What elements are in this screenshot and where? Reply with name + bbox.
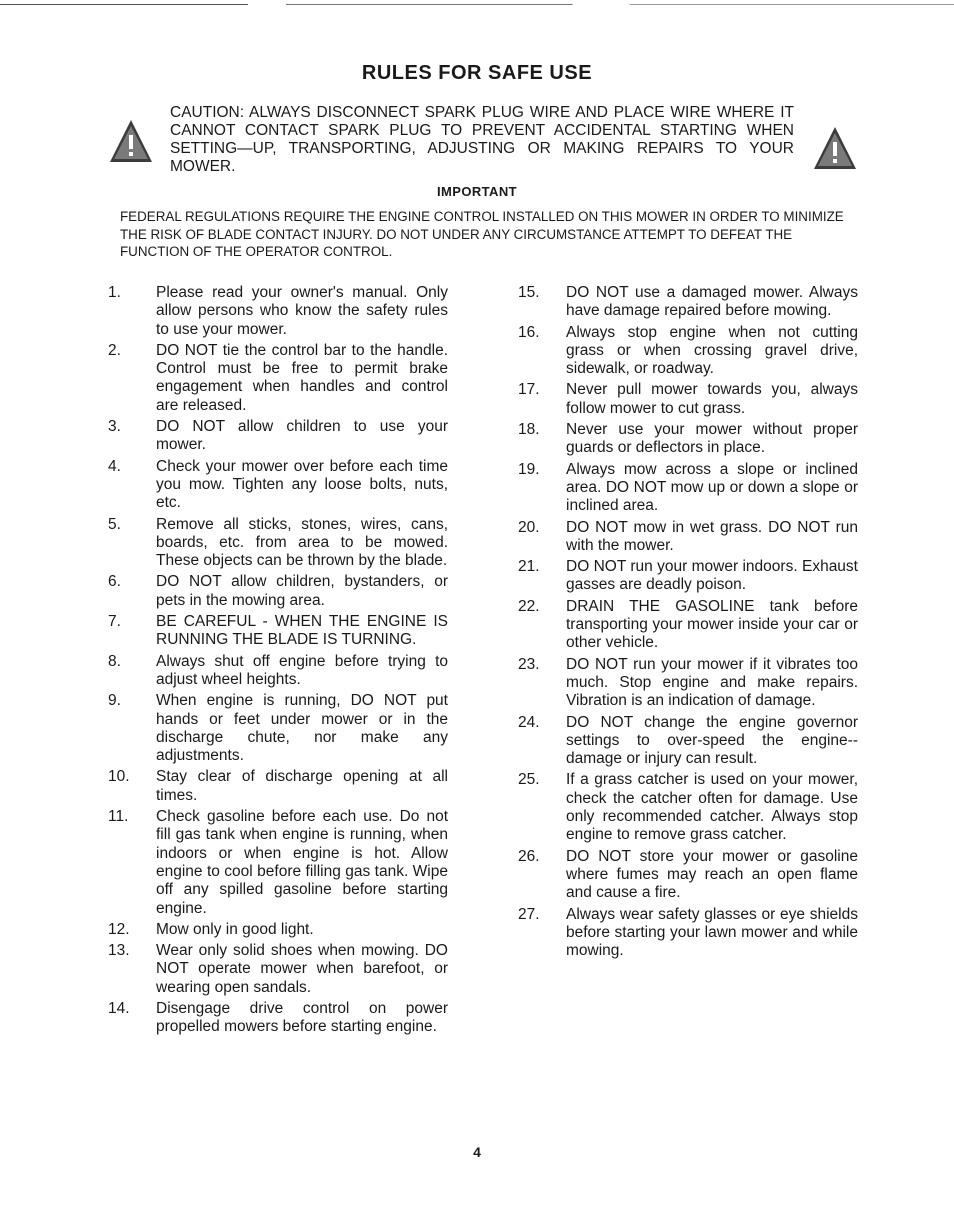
rule-number: 9. xyxy=(108,692,121,710)
safety-rule xyxy=(518,284,858,321)
rule-text: Always stop engine when not cutting grass or when crossing gravel drive, sidewalk, or roadway. xyxy=(566,323,858,378)
safety-rule xyxy=(108,284,448,339)
rule-text: DRAIN THE GASOLINE tank before transporting your mower inside your car or other vehicle. xyxy=(566,597,858,652)
safety-rule xyxy=(518,906,858,961)
safety-rule xyxy=(108,418,448,455)
safety-rule xyxy=(108,573,448,610)
rule-text: DO NOT change the engine governor settings to over-speed the engine--damage or injury can result. xyxy=(566,713,858,768)
safety-rule xyxy=(518,324,858,379)
safety-rule xyxy=(108,1000,448,1037)
rule-text: BE CAREFUL - WHEN THE ENGINE IS RUNNING THE BLADE IS TURNING. xyxy=(156,613,448,649)
top-border-line xyxy=(0,4,954,5)
rule-number: 14. xyxy=(108,999,130,1017)
rule-number: 5. xyxy=(108,515,121,533)
safety-rule xyxy=(518,598,858,653)
rule-number: 18. xyxy=(518,421,540,439)
safety-rule xyxy=(108,516,448,571)
rule-text: DO NOT use a damaged mower. Always have damage repaired before mowing. xyxy=(566,284,858,320)
page-number: 4 xyxy=(473,1144,481,1160)
safety-rule xyxy=(518,558,858,595)
safety-rule xyxy=(108,942,448,997)
rule-number: 27. xyxy=(518,905,540,923)
rule-number: 19. xyxy=(518,460,540,478)
rule-number: 25. xyxy=(518,771,540,789)
safety-rule xyxy=(518,381,858,418)
caution-text: CAUTION: ALWAYS DISCONNECT SPARK PLUG WIRE AND PLACE WIRE WHERE IT CANNOT CONTACT SPARK PLUG TO PREVENT ACCIDENTAL STARTING WHEN SETTING—UP, TRANSPORTING, ADJUSTING OR MAKING REPAIRS TO YOUR MOWER. xyxy=(170,104,794,175)
rule-text: Always shut off engine before trying to adjust wheel heights. xyxy=(156,652,448,688)
rule-text: DO NOT allow children to use your mower. xyxy=(156,418,448,454)
rule-text: DO NOT run your mower indoors. Exhaust gasses are deadly poison. xyxy=(566,558,858,594)
rule-number: 11. xyxy=(108,808,129,826)
rule-text: Stay clear of discharge opening at all times. xyxy=(156,768,448,804)
rule-number: 23. xyxy=(518,655,540,673)
rule-number: 26. xyxy=(518,847,540,865)
rule-number: 20. xyxy=(518,518,540,536)
rule-number: 17. xyxy=(518,381,540,399)
rule-text: DO NOT allow children, bystanders, or pets in the mowing area. xyxy=(156,573,448,609)
safety-rule xyxy=(108,458,448,513)
rule-text: When engine is running, DO NOT put hands or feet under mower or in the discharge chute, nor make any adjustments. xyxy=(156,692,448,765)
rule-text: Disengage drive control on power propelled mowers before starting engine. xyxy=(156,999,448,1036)
rule-number: 2. xyxy=(108,341,121,359)
rule-number: 1. xyxy=(108,284,121,301)
warning-triangle-icon xyxy=(812,125,858,171)
rule-text: Mow only in good light. xyxy=(156,920,314,938)
rule-number: 24. xyxy=(518,713,540,731)
rule-text: DO NOT run your mower if it vibrates too much. Stop engine and make repairs. Vibration is an indication of damage. xyxy=(566,655,858,710)
safety-rule xyxy=(518,421,858,458)
rule-text: Never pull mower towards you, always follow mower to cut grass. xyxy=(566,381,858,417)
rule-text: Always mow across a slope or inclined area. DO NOT mow up or down a slope or inclined area. xyxy=(566,460,858,515)
rule-text: DO NOT tie the control bar to the handle. Control must be free to permit brake engagement when handles and control are released. xyxy=(156,341,448,414)
safety-rule xyxy=(108,921,448,939)
safety-rule xyxy=(518,519,858,556)
rule-number: 6. xyxy=(108,573,121,591)
rules-column-right xyxy=(518,284,858,963)
rules-column-left xyxy=(108,284,448,1040)
safety-rule xyxy=(518,848,858,903)
rule-number: 16. xyxy=(518,323,540,341)
safety-rule xyxy=(518,656,858,711)
safety-rule xyxy=(108,613,448,650)
rule-number: 13. xyxy=(108,942,130,960)
rule-number: 4. xyxy=(108,457,121,475)
rule-number: 8. xyxy=(108,652,121,670)
rule-number: 12. xyxy=(108,920,130,938)
rule-number: 10. xyxy=(108,768,130,786)
safety-rule xyxy=(108,653,448,690)
rule-text: If a grass catcher is used on your mower, check the catcher often for damage. Use only recommended catcher. Always stop engine to remove grass catcher. xyxy=(566,771,858,844)
page-title: RULES FOR SAFE USE xyxy=(361,62,593,84)
rule-number: 7. xyxy=(108,613,121,631)
regulation-text: FEDERAL REGULATIONS REQUIRE THE ENGINE CONTROL INSTALLED ON THIS MOWER IN ORDER TO MINIMIZE THE RISK OF BLADE CONTACT INJURY. DO NOT UNDER ANY CIRCUMSTANCE ATTEMPT TO DEFEAT THE FUNCTION OF THE OPERATOR CONTROL. xyxy=(120,209,844,259)
rule-number: 3. xyxy=(108,418,121,436)
caution-notice xyxy=(170,104,794,176)
safety-rule xyxy=(108,808,448,918)
rule-text: Remove all sticks, stones, wires, cans, boards, etc. from area to be mowed. These objects can be thrown by the blade. xyxy=(156,515,448,570)
federal-regulation-notice xyxy=(120,208,852,261)
important-heading: IMPORTANT xyxy=(437,184,517,199)
rule-text: Always wear safety glasses or eye shields before starting your lawn mower and while mowing. xyxy=(566,905,858,960)
rule-text: Check gasoline before each use. Do not fill gas tank when engine is running, when indoors or when engine is hot. Allow engine to cool before filling gas tank. Wipe off any spilled gasoline before starting engine. xyxy=(156,808,448,917)
warning-triangle-icon xyxy=(108,118,154,164)
rule-text: Wear only solid shoes when mowing. DO NOT operate mower when barefoot, or wearing open sandals. xyxy=(156,942,448,996)
rule-number: 22. xyxy=(518,597,540,615)
rule-number: 15. xyxy=(518,284,540,301)
rule-text: Never use your mower without proper guards or deflectors in place. xyxy=(566,421,858,457)
rule-text: DO NOT store your mower or gasoline where fumes may reach an open flame and cause a fire. xyxy=(566,847,858,902)
safety-rule xyxy=(518,714,858,769)
safety-rule xyxy=(108,768,448,805)
rule-text: DO NOT mow in wet grass. DO NOT run with the mower. xyxy=(566,518,858,554)
rule-text: Please read your owner's manual. Only allow persons who know the safety rules to use your mower. xyxy=(156,284,448,338)
safety-rule xyxy=(108,342,448,415)
rule-number: 21. xyxy=(518,558,540,576)
safety-rule xyxy=(518,771,858,844)
safety-rule xyxy=(108,692,448,765)
safety-rule xyxy=(518,461,858,516)
rule-text: Check your mower over before each time you mow. Tighten any loose bolts, nuts, etc. xyxy=(156,457,448,512)
